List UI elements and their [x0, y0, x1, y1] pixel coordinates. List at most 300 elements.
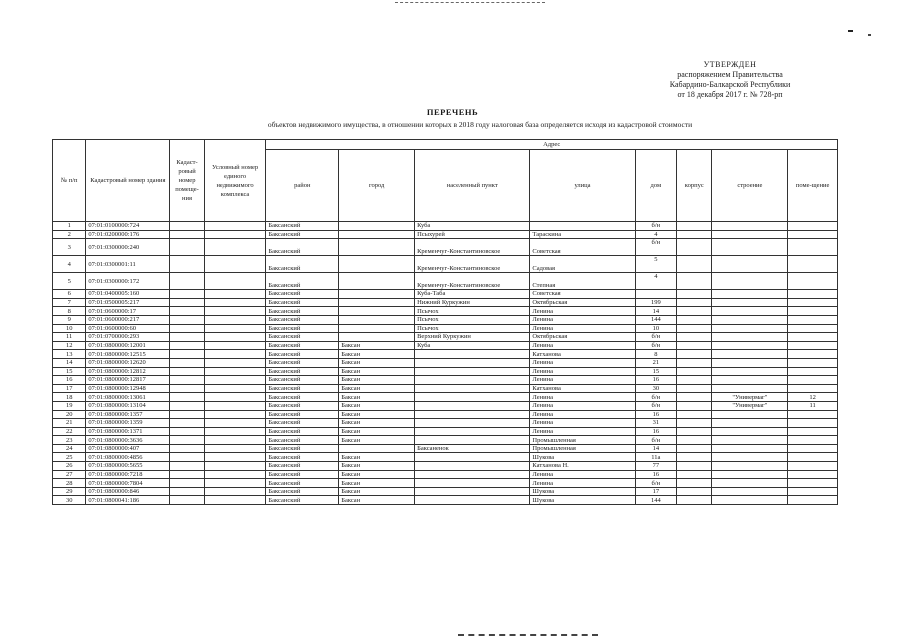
- room-cell: [788, 230, 838, 239]
- header-settlement: населенный пункт: [415, 150, 530, 222]
- settlement-cell: Верхний Куркужин: [415, 333, 530, 342]
- house-cell: б/н: [635, 401, 676, 410]
- structure-cell: [712, 410, 788, 419]
- building-cell: [677, 341, 712, 350]
- city-cell: [339, 256, 415, 273]
- house-cell: б/н: [635, 239, 676, 256]
- building-cell: [677, 496, 712, 505]
- city-cell: Баксан: [339, 341, 415, 350]
- table-row: [53, 298, 838, 307]
- building-cell: [677, 239, 712, 256]
- cadastral-room: [170, 453, 204, 462]
- cadastral-number: 07:01:0500005:217: [86, 298, 170, 307]
- table-row: [53, 273, 838, 290]
- conditional-number: [204, 401, 266, 410]
- cadastral-room: [170, 487, 204, 496]
- structure-cell: "Универмаг": [712, 401, 788, 410]
- conditional-number: [204, 222, 266, 231]
- room-cell: [788, 222, 838, 231]
- building-cell: [677, 307, 712, 316]
- cadastral-number: 07:01:0600000:60: [86, 324, 170, 333]
- house-cell: 16: [635, 410, 676, 419]
- cadastral-room: [170, 256, 204, 273]
- cadastral-number: 07:01:0800000:13104: [86, 401, 170, 410]
- header-cadastral-room: Кадаст-ровый номер помеще-ния: [170, 140, 204, 222]
- room-cell: [788, 427, 838, 436]
- building-cell: [677, 298, 712, 307]
- building-cell: [677, 419, 712, 428]
- row-number: 24: [53, 444, 86, 453]
- street-cell: Ленина: [530, 479, 635, 488]
- row-number: 22: [53, 427, 86, 436]
- structure-cell: [712, 315, 788, 324]
- house-cell: 77: [635, 462, 676, 471]
- approval-block: [620, 60, 840, 100]
- cadastral-room: [170, 290, 204, 299]
- scan-edge-line-bottom: [458, 634, 598, 636]
- building-cell: [677, 470, 712, 479]
- house-cell: 14: [635, 307, 676, 316]
- cadastral-number: 07:01:0800000:846: [86, 487, 170, 496]
- cadastral-number: 07:01:0800000:12515: [86, 350, 170, 359]
- street-cell: Промышленная: [530, 444, 635, 453]
- cadastral-number: 07:01:0800000:12948: [86, 384, 170, 393]
- cadastral-room: [170, 427, 204, 436]
- table-row: [53, 410, 838, 419]
- house-cell: 144: [635, 315, 676, 324]
- city-cell: Баксан: [339, 487, 415, 496]
- settlement-cell: Псычох: [415, 315, 530, 324]
- structure-cell: [712, 462, 788, 471]
- street-cell: Тараскина: [530, 230, 635, 239]
- city-cell: [339, 444, 415, 453]
- structure-cell: [712, 290, 788, 299]
- header-row: [53, 140, 838, 150]
- settlement-cell: [415, 401, 530, 410]
- row-number: 14: [53, 358, 86, 367]
- district-cell: Баксанский: [266, 367, 339, 376]
- district-cell: Баксанский: [266, 324, 339, 333]
- house-cell: 8: [635, 350, 676, 359]
- room-cell: [788, 239, 838, 256]
- building-cell: [677, 436, 712, 445]
- settlement-cell: [415, 436, 530, 445]
- settlement-cell: Кременчуг-Константиновское: [415, 273, 530, 290]
- cadastral-room: [170, 324, 204, 333]
- conditional-number: [204, 444, 266, 453]
- street-cell: Ленина: [530, 393, 635, 402]
- scan-edge-line-top: [395, 2, 545, 3]
- table-row: [53, 256, 838, 273]
- cadastral-room: [170, 239, 204, 256]
- building-cell: [677, 401, 712, 410]
- cadastral-room: [170, 315, 204, 324]
- row-number: 17: [53, 384, 86, 393]
- settlement-cell: [415, 367, 530, 376]
- district-cell: Баксанский: [266, 298, 339, 307]
- structure-cell: [712, 487, 788, 496]
- settlement-cell: [415, 479, 530, 488]
- table-row: [53, 401, 838, 410]
- structure-cell: [712, 358, 788, 367]
- district-cell: Баксанский: [266, 290, 339, 299]
- cadastral-number: 07:01:0800000:12817: [86, 376, 170, 385]
- city-cell: Баксан: [339, 453, 415, 462]
- cadastral-room: [170, 341, 204, 350]
- table-row: [53, 230, 838, 239]
- cadastral-number: 07:01:0200000:176: [86, 230, 170, 239]
- district-cell: Баксанский: [266, 453, 339, 462]
- conditional-number: [204, 358, 266, 367]
- cadastral-room: [170, 230, 204, 239]
- district-cell: Баксанский: [266, 496, 339, 505]
- table-row: [53, 367, 838, 376]
- structure-cell: [712, 239, 788, 256]
- cadastral-room: [170, 307, 204, 316]
- city-cell: Баксан: [339, 367, 415, 376]
- house-cell: 4: [635, 230, 676, 239]
- room-cell: [788, 315, 838, 324]
- street-cell: Ленина: [530, 419, 635, 428]
- city-cell: Баксан: [339, 376, 415, 385]
- district-cell: Баксанский: [266, 341, 339, 350]
- district-cell: Баксанский: [266, 222, 339, 231]
- building-cell: [677, 324, 712, 333]
- city-cell: Баксан: [339, 496, 415, 505]
- cadastral-room: [170, 298, 204, 307]
- room-cell: [788, 324, 838, 333]
- building-cell: [677, 479, 712, 488]
- house-cell: 5: [635, 256, 676, 273]
- house-cell: б/н: [635, 341, 676, 350]
- building-cell: [677, 393, 712, 402]
- cadastral-number: 07:01:0100000:724: [86, 222, 170, 231]
- settlement-cell: Куба: [415, 222, 530, 231]
- cadastral-number: 07:01:0800000:3636: [86, 436, 170, 445]
- settlement-cell: Кременчуг-Константиновское: [415, 256, 530, 273]
- room-cell: [788, 444, 838, 453]
- cadastral-room: [170, 479, 204, 488]
- street-cell: Советская: [530, 239, 635, 256]
- settlement-cell: [415, 470, 530, 479]
- house-cell: б/н: [635, 436, 676, 445]
- header-structure: строение: [712, 150, 788, 222]
- district-cell: Баксанский: [266, 315, 339, 324]
- city-cell: Баксан: [339, 419, 415, 428]
- table-row: [53, 393, 838, 402]
- cadastral-number: 07:01:0800000:407: [86, 444, 170, 453]
- street-cell: Октябрьская: [530, 333, 635, 342]
- street-cell: Ленина: [530, 324, 635, 333]
- table-row: [53, 350, 838, 359]
- city-cell: [339, 222, 415, 231]
- header-num: № п/п: [53, 140, 86, 222]
- conditional-number: [204, 273, 266, 290]
- house-cell: 17: [635, 487, 676, 496]
- table-row: [53, 376, 838, 385]
- street-cell: Ленина: [530, 410, 635, 419]
- building-cell: [677, 427, 712, 436]
- room-cell: [788, 367, 838, 376]
- table-row: [53, 333, 838, 342]
- conditional-number: [204, 350, 266, 359]
- house-cell: 10: [635, 324, 676, 333]
- structure-cell: [712, 419, 788, 428]
- street-cell: Катханова: [530, 350, 635, 359]
- room-cell: [788, 462, 838, 471]
- building-cell: [677, 256, 712, 273]
- row-number: 11: [53, 333, 86, 342]
- conditional-number: [204, 427, 266, 436]
- room-cell: [788, 307, 838, 316]
- conditional-number: [204, 307, 266, 316]
- structure-cell: [712, 298, 788, 307]
- structure-cell: [712, 384, 788, 393]
- settlement-cell: Псычох: [415, 324, 530, 333]
- cadastral-number: 07:01:0800000:1357: [86, 410, 170, 419]
- row-number: 6: [53, 290, 86, 299]
- building-cell: [677, 290, 712, 299]
- district-cell: Баксанский: [266, 436, 339, 445]
- city-cell: [339, 324, 415, 333]
- district-cell: Баксанский: [266, 470, 339, 479]
- city-cell: [339, 298, 415, 307]
- table-row: [53, 462, 838, 471]
- city-cell: Баксан: [339, 393, 415, 402]
- conditional-number: [204, 290, 266, 299]
- settlement-cell: [415, 462, 530, 471]
- row-number: 25: [53, 453, 86, 462]
- table-row: [53, 384, 838, 393]
- settlement-cell: Кременчуг-Константиновское: [415, 239, 530, 256]
- table-row: [53, 222, 838, 231]
- structure-cell: "Универмаг": [712, 393, 788, 402]
- room-cell: [788, 358, 838, 367]
- street-cell: Шукова: [530, 487, 635, 496]
- conditional-number: [204, 479, 266, 488]
- conditional-number: [204, 453, 266, 462]
- row-number: 13: [53, 350, 86, 359]
- structure-cell: [712, 453, 788, 462]
- conditional-number: [204, 315, 266, 324]
- conditional-number: [204, 333, 266, 342]
- header-cadastral: Кадастровый номер здания: [86, 140, 170, 222]
- district-cell: Баксанский: [266, 401, 339, 410]
- approval-heading: УТВЕРЖДЕН: [703, 60, 757, 69]
- cadastral-room: [170, 444, 204, 453]
- city-cell: Баксан: [339, 470, 415, 479]
- settlement-cell: Псыхурей: [415, 230, 530, 239]
- cadastral-room: [170, 496, 204, 505]
- row-number: 19: [53, 401, 86, 410]
- settlement-cell: [415, 453, 530, 462]
- room-cell: [788, 376, 838, 385]
- cadastral-room: [170, 350, 204, 359]
- row-number: 3: [53, 239, 86, 256]
- cadastral-room: [170, 462, 204, 471]
- room-cell: [788, 470, 838, 479]
- house-cell: 31: [635, 419, 676, 428]
- conditional-number: [204, 376, 266, 385]
- room-cell: [788, 496, 838, 505]
- street-cell: Садовая: [530, 256, 635, 273]
- structure-cell: [712, 222, 788, 231]
- scan-speck: [848, 30, 853, 32]
- table-row: [53, 479, 838, 488]
- district-cell: Баксанский: [266, 307, 339, 316]
- table-row: [53, 324, 838, 333]
- conditional-number: [204, 393, 266, 402]
- settlement-cell: [415, 419, 530, 428]
- cadastral-room: [170, 419, 204, 428]
- street-cell: Катханова Н.: [530, 462, 635, 471]
- conditional-number: [204, 298, 266, 307]
- city-cell: [339, 230, 415, 239]
- header-conditional: Условный номер единого недвижимого комплекса: [204, 140, 266, 222]
- room-cell: [788, 298, 838, 307]
- table-row: [53, 419, 838, 428]
- cadastral-number: 07:01:0300000:172: [86, 273, 170, 290]
- building-cell: [677, 444, 712, 453]
- building-cell: [677, 487, 712, 496]
- city-cell: Баксан: [339, 427, 415, 436]
- conditional-number: [204, 230, 266, 239]
- house-cell: б/н: [635, 479, 676, 488]
- cadastral-room: [170, 393, 204, 402]
- room-cell: [788, 487, 838, 496]
- table-row: [53, 470, 838, 479]
- cadastral-number: 07:01:0800000:7804: [86, 479, 170, 488]
- district-cell: Баксанский: [266, 419, 339, 428]
- city-cell: [339, 239, 415, 256]
- city-cell: Баксан: [339, 462, 415, 471]
- header-city: город: [339, 150, 415, 222]
- district-cell: Баксанский: [266, 358, 339, 367]
- structure-cell: [712, 436, 788, 445]
- settlement-cell: [415, 350, 530, 359]
- conditional-number: [204, 470, 266, 479]
- conditional-number: [204, 436, 266, 445]
- building-cell: [677, 350, 712, 359]
- district-cell: Баксанский: [266, 479, 339, 488]
- cadastral-number: 07:01:0800000:1359: [86, 419, 170, 428]
- settlement-cell: Нижний Куркужин: [415, 298, 530, 307]
- city-cell: Баксан: [339, 384, 415, 393]
- table-body: [53, 222, 838, 505]
- street-cell: Ленина: [530, 315, 635, 324]
- table-row: [53, 315, 838, 324]
- row-number: 7: [53, 298, 86, 307]
- room-cell: [788, 256, 838, 273]
- room-cell: [788, 350, 838, 359]
- city-cell: [339, 333, 415, 342]
- city-cell: Баксан: [339, 358, 415, 367]
- city-cell: [339, 307, 415, 316]
- cadastral-number: 07:01:0800000:12620: [86, 358, 170, 367]
- row-number: 15: [53, 367, 86, 376]
- table-row: [53, 444, 838, 453]
- city-cell: Баксан: [339, 410, 415, 419]
- row-number: 28: [53, 479, 86, 488]
- building-cell: [677, 410, 712, 419]
- room-cell: [788, 410, 838, 419]
- house-cell: 30: [635, 384, 676, 393]
- street-cell: Ленина: [530, 376, 635, 385]
- district-cell: Баксанский: [266, 273, 339, 290]
- district-cell: Баксанский: [266, 350, 339, 359]
- city-cell: Баксан: [339, 479, 415, 488]
- conditional-number: [204, 239, 266, 256]
- settlement-cell: Куба: [415, 341, 530, 350]
- building-cell: [677, 384, 712, 393]
- building-cell: [677, 230, 712, 239]
- district-cell: Баксанский: [266, 384, 339, 393]
- cadastral-number: 07:01:0800000:12812: [86, 367, 170, 376]
- conditional-number: [204, 256, 266, 273]
- cadastral-room: [170, 470, 204, 479]
- conditional-number: [204, 367, 266, 376]
- building-cell: [677, 453, 712, 462]
- header-building: корпус: [677, 150, 712, 222]
- cadastral-number: 07:01:0600000:17: [86, 307, 170, 316]
- header-house: дом: [635, 150, 676, 222]
- room-cell: [788, 273, 838, 290]
- settlement-cell: Куба-Таба: [415, 290, 530, 299]
- structure-cell: [712, 496, 788, 505]
- building-cell: [677, 333, 712, 342]
- cadastral-room: [170, 358, 204, 367]
- house-cell: 21: [635, 358, 676, 367]
- conditional-number: [204, 410, 266, 419]
- row-number: 23: [53, 436, 86, 445]
- cadastral-room: [170, 222, 204, 231]
- structure-cell: [712, 230, 788, 239]
- header-street: улица: [530, 150, 635, 222]
- document-title: ПЕРЕЧЕНЬ: [426, 107, 479, 117]
- structure-cell: [712, 307, 788, 316]
- house-cell: 16: [635, 427, 676, 436]
- structure-cell: [712, 256, 788, 273]
- document-subtitle: объектов недвижимого имущества, в отношении которых в 2018 году налоговая база определяется исходя из кадастровой стоимости: [267, 120, 693, 129]
- street-cell: Ленина: [530, 367, 635, 376]
- conditional-number: [204, 487, 266, 496]
- district-cell: Баксанский: [266, 427, 339, 436]
- conditional-number: [204, 324, 266, 333]
- district-cell: Баксанский: [266, 462, 339, 471]
- house-cell: б/н: [635, 393, 676, 402]
- structure-cell: [712, 444, 788, 453]
- conditional-number: [204, 341, 266, 350]
- conditional-number: [204, 384, 266, 393]
- house-cell: 16: [635, 470, 676, 479]
- cadastral-number: 07:01:0600000:217: [86, 315, 170, 324]
- row-number: 5: [53, 273, 86, 290]
- approval-line: Кабардино-Балкарской Республики: [669, 80, 791, 89]
- room-cell: [788, 453, 838, 462]
- house-cell: 14: [635, 444, 676, 453]
- structure-cell: [712, 376, 788, 385]
- city-cell: Баксан: [339, 436, 415, 445]
- cadastral-number: 07:01:0800000:5655: [86, 462, 170, 471]
- district-cell: Баксанский: [266, 239, 339, 256]
- settlement-cell: [415, 358, 530, 367]
- street-cell: Ленина: [530, 358, 635, 367]
- cadastral-number: 07:01:0800000:1371: [86, 427, 170, 436]
- table-row: [53, 341, 838, 350]
- street-cell: Ленина: [530, 341, 635, 350]
- scan-speck: [868, 34, 871, 36]
- city-cell: [339, 273, 415, 290]
